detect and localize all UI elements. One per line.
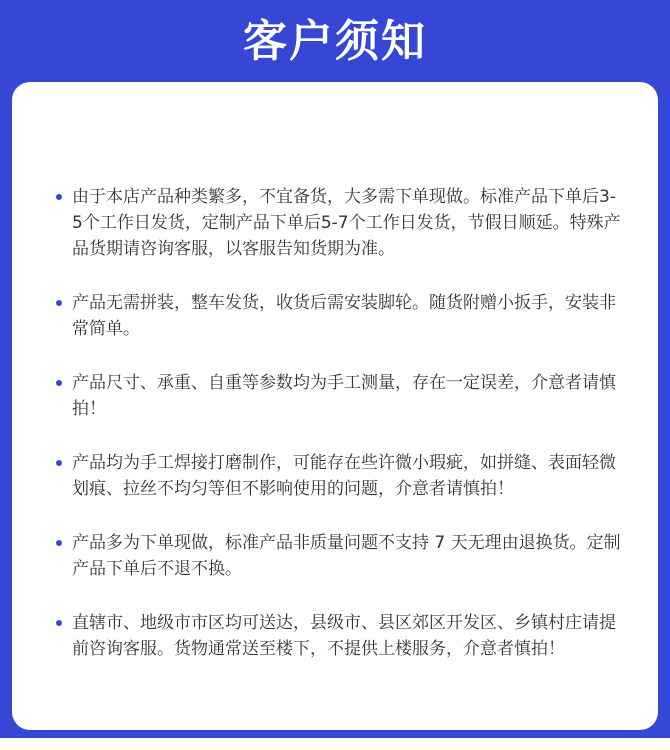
notice-text: 直辖市、地级市市区均可送达，县级市、县区郊区开发区、乡镇村庄请提前咨询客服。货物通常送至楼下，不提供上楼服务，介意者慎拍！ — [72, 613, 616, 659]
notice-card — [12, 82, 658, 730]
bullet-dot-icon — [56, 380, 62, 386]
notice-text: 产品均为手工焊接打磨制作，可能存在些许微小瑕疵，如拼缝、表面轻微划痕、拉丝不均匀等但不影响使用的问题，介意者请慎拍！ — [72, 453, 616, 499]
notice-text: 产品无需拼装，整车发货，收货后需安装脚轮。随货附赠小扳手，安装非常简单。 — [72, 293, 616, 339]
notice-text: 产品尺寸、承重、自重等参数均为手工测量，存在一定误差，介意者请慎拍！ — [72, 373, 616, 419]
notice-item — [12, 610, 658, 662]
page-title: 客户须知 — [243, 16, 427, 67]
bullet-dot-icon — [56, 300, 62, 306]
notice-item — [12, 290, 658, 342]
notice-text: 由于本店产品种类繁多，不宜备货，大多需下单现做。标准产品下单后3-5个工作日发货，定制产品下单后5-7个工作日发货，节假日顺延。特殊产品货期请咨询客服，以客服告知货期为准。 — [72, 187, 621, 259]
notice-list — [12, 184, 658, 690]
notice-item — [12, 450, 658, 502]
bullet-dot-icon — [56, 620, 62, 626]
notice-item — [12, 184, 658, 262]
bullet-dot-icon — [56, 540, 62, 546]
notice-item — [12, 530, 658, 582]
bullet-dot-icon — [56, 194, 62, 200]
notice-item — [12, 370, 658, 422]
bullet-dot-icon — [56, 460, 62, 466]
notice-text: 产品多为下单现做，标准产品非质量问题不支持 7 天无理由退换货。定制产品下单后不退不换。 — [72, 533, 621, 579]
